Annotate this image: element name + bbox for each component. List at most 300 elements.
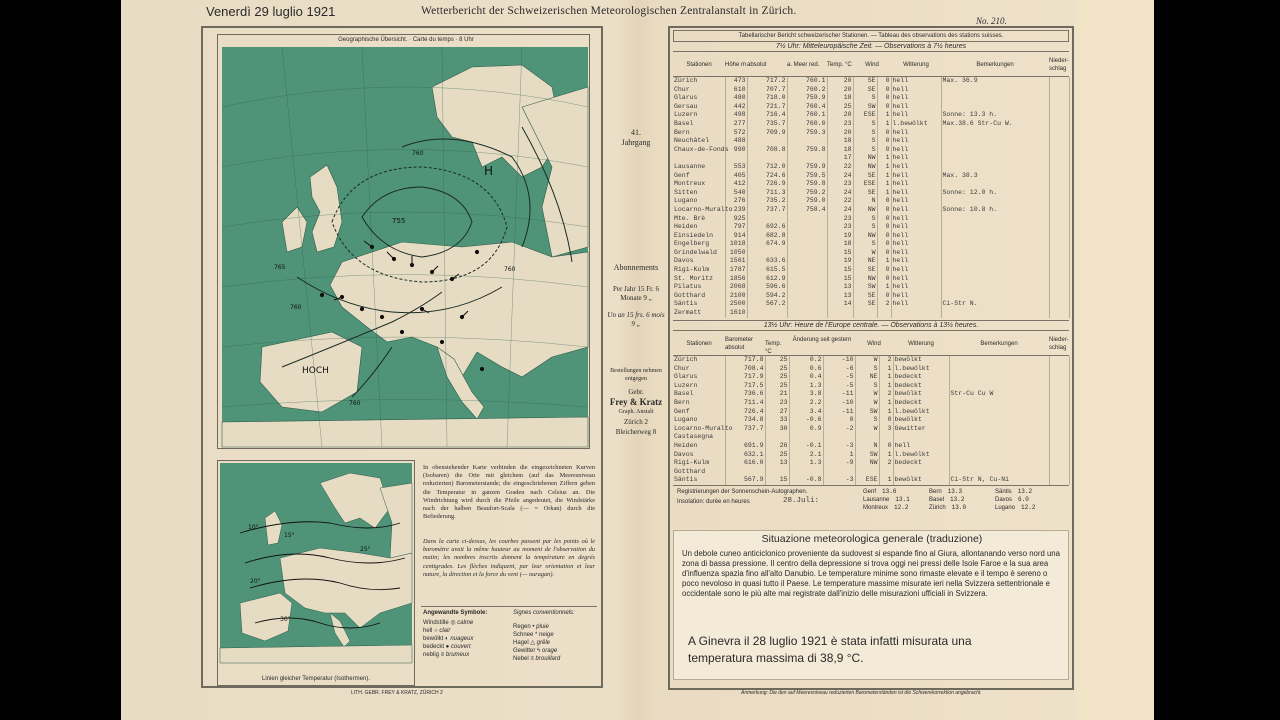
table-cell xyxy=(1049,275,1069,284)
table-cell xyxy=(1049,309,1069,318)
map-description-de: In obenstehender Karte verbinden die eingezeichneten Kurven (Isobaren) die Orte mit gleichem (auf das Meeresniveau reduzierten) Barometerstande; die eingeschriebenen Ziffern geben die Temperatur in ganzen Graden nach Celsius an. Die Windrichtung wird durch die Pfeile angedeutet, die Windstärke nach der halben Beaufort-Scala (— = Orkan) durch die Befiederung. xyxy=(423,464,595,521)
newspaper-page xyxy=(121,0,1154,720)
iso-label-30: 30° xyxy=(280,616,291,623)
table-cell: 1 xyxy=(877,172,891,181)
table-cell: NW xyxy=(853,275,877,284)
iso-label-10: 10° xyxy=(248,524,259,531)
table-cell: Säntis xyxy=(673,300,725,309)
table-cell xyxy=(941,240,1049,249)
table-cell: 1 xyxy=(823,451,855,460)
table-cell: Zürich xyxy=(673,77,725,86)
table-cell: 759.5 xyxy=(787,172,827,181)
table-cell: SW xyxy=(853,283,877,292)
year-number: 41. xyxy=(631,128,641,137)
table-cell: 18 xyxy=(827,240,853,249)
table-cell xyxy=(765,433,789,442)
table-cell: ESE xyxy=(853,111,877,120)
table-cell: Heiden xyxy=(673,442,725,451)
table-cell: 1 xyxy=(877,189,891,198)
table-cell: 553 xyxy=(725,163,747,172)
table-cell: 737.7 xyxy=(725,425,765,434)
hoch-label: HOCH xyxy=(302,366,329,376)
table-cell: SE xyxy=(853,77,877,86)
table-cell: 25 xyxy=(765,382,789,391)
africa-land xyxy=(222,417,588,447)
order-text: Bestellungen nehmen entgegen xyxy=(610,368,662,382)
table-cell xyxy=(787,309,827,318)
table-cell: 797 xyxy=(725,223,747,232)
table-cell: 760.2 xyxy=(787,86,827,95)
table-cell: 18 xyxy=(827,94,853,103)
table-cell: 17 xyxy=(827,154,853,163)
table-cell xyxy=(725,433,765,442)
table-row xyxy=(673,103,1069,112)
table-cell xyxy=(1049,433,1069,442)
iso-label-15: 15° xyxy=(284,532,295,539)
report-title: Wetterbericht der Schweizerischen Meteorologischen Zentralanstalt in Zürich. xyxy=(421,5,797,17)
table-cell: SE xyxy=(853,86,877,95)
table-cell: N xyxy=(855,442,879,451)
table-cell: 25 xyxy=(827,103,853,112)
table-cell: Montreux xyxy=(673,180,725,189)
table-cell: -11 xyxy=(823,408,855,417)
table1-title: Tabellarischer Bericht schweizerischer Stationen. — Tableau des observations des stations suisses. xyxy=(673,30,1069,42)
table-cell: 0 xyxy=(877,292,891,301)
table-cell: hell xyxy=(891,283,941,292)
table-cell: 0.9 xyxy=(789,425,823,434)
table-cell: -10 xyxy=(823,399,855,408)
table-cell: -3 xyxy=(823,442,855,451)
table-row xyxy=(673,206,1069,215)
table-cell: Neuchâtel xyxy=(673,137,725,146)
table-cell: 759.8 xyxy=(787,146,827,155)
table-cell: 717.9 xyxy=(725,373,765,382)
table-cell xyxy=(941,292,1049,301)
table-cell: Rigi-Kulm xyxy=(673,266,725,275)
table-cell xyxy=(787,137,827,146)
table-cell xyxy=(787,275,827,284)
table-cell xyxy=(827,309,853,318)
table-cell: 615.5 xyxy=(747,266,787,275)
table-cell xyxy=(941,180,1049,189)
table-cell: 0 xyxy=(877,223,891,232)
table-cell xyxy=(1049,425,1069,434)
table-row xyxy=(673,154,1069,163)
main-map-frame xyxy=(217,34,590,449)
table-cell xyxy=(1049,373,1069,382)
table-cell xyxy=(949,356,1049,365)
table2-header: Stationen Barometer absolut Temp. °C Änderung seit gestern Wind Witterung Bemerkungen Nieder-schlag xyxy=(673,330,1069,356)
table-cell: 0 xyxy=(877,275,891,284)
table-cell: -5 xyxy=(823,373,855,382)
table-row xyxy=(673,433,1069,442)
isobar-label-3: 760 xyxy=(504,266,516,273)
table-cell: Glarus xyxy=(673,94,725,103)
high-pressure-label: H xyxy=(484,164,494,178)
table-cell xyxy=(949,459,1049,468)
table-cell: 717.2 xyxy=(747,77,787,86)
table-row xyxy=(673,459,1069,468)
table-cell xyxy=(789,433,823,442)
iso-label-20: 20° xyxy=(250,578,261,585)
table-cell: 15 xyxy=(827,266,853,275)
table-cell: 2.1 xyxy=(789,451,823,460)
table-cell: 1 xyxy=(879,373,893,382)
table-cell xyxy=(1049,257,1069,266)
table-cell: S xyxy=(855,416,879,425)
table-cell xyxy=(949,399,1049,408)
table-cell: 759.9 xyxy=(787,163,827,172)
table-cell: 25 xyxy=(765,451,789,460)
table-cell xyxy=(787,300,827,309)
table-cell: hell xyxy=(891,249,941,258)
table-cell: 27 xyxy=(765,408,789,417)
table-cell xyxy=(949,468,1049,477)
table-cell xyxy=(891,309,941,318)
table-cell: 760.0 xyxy=(787,120,827,129)
table-cell xyxy=(1049,129,1069,138)
sunshine-entry: Basel 13.2 xyxy=(929,495,965,503)
table-cell: Davos xyxy=(673,451,725,460)
table-cell: 1 xyxy=(879,365,893,374)
table-cell xyxy=(1049,476,1069,485)
table-cell xyxy=(941,275,1049,284)
table-cell: 567.2 xyxy=(747,300,787,309)
table-cell xyxy=(1049,459,1069,468)
table-cell: hell xyxy=(891,154,941,163)
table-cell xyxy=(1049,240,1069,249)
table-cell: 473 xyxy=(725,77,747,86)
issue-number: No. 210. xyxy=(976,16,1007,26)
table-cell: hell xyxy=(891,215,941,224)
table-cell: 276 xyxy=(725,197,747,206)
table-cell: 726.4 xyxy=(725,408,765,417)
table-cell: 3 xyxy=(879,425,893,434)
table-cell: 15 xyxy=(827,275,853,284)
table-cell: 0 xyxy=(877,94,891,103)
table-cell: 572 xyxy=(725,129,747,138)
table-cell: 674.9 xyxy=(747,240,787,249)
iso-label-25: 25° xyxy=(360,546,371,553)
table-cell: 759.9 xyxy=(787,94,827,103)
table-cell: Glarus xyxy=(673,373,725,382)
table-cell xyxy=(941,197,1049,206)
table-cell: hell xyxy=(891,163,941,172)
table-cell: Basel xyxy=(673,120,725,129)
table-cell: S xyxy=(855,365,879,374)
table-cell: Pilatus xyxy=(673,283,725,292)
table-cell: 0 xyxy=(877,249,891,258)
table-cell xyxy=(877,309,891,318)
table-cell xyxy=(1049,399,1069,408)
table-cell xyxy=(765,468,789,477)
main-map-title: Geographische Übersicht. · Carte du temps · 8 Uhr xyxy=(338,37,474,43)
table-cell: 712.0 xyxy=(747,163,787,172)
table-cell: 488 xyxy=(725,137,747,146)
table-cell: Genf xyxy=(673,408,725,417)
table-cell: Heiden xyxy=(673,223,725,232)
table-cell: Genf xyxy=(673,172,725,181)
table-cell: 1 xyxy=(879,382,893,391)
isobar-label-5: 760 xyxy=(290,304,302,311)
table-cell: bewölkt xyxy=(893,416,949,425)
table-cell: NE xyxy=(855,373,879,382)
table-row xyxy=(673,382,1069,391)
table-cell: Sitten xyxy=(673,189,725,198)
table-cell: 708.8 xyxy=(747,146,787,155)
table-cell xyxy=(787,154,827,163)
table-cell: 239 xyxy=(725,206,747,215)
table-cell: 3.4 xyxy=(789,408,823,417)
table-cell: hell xyxy=(891,103,941,112)
table-cell: Lausanne xyxy=(673,163,725,172)
table-cell: 18 xyxy=(827,146,853,155)
sunshine-entry: Genf 13.6 xyxy=(863,487,897,495)
table-cell: S xyxy=(853,146,877,155)
table-cell xyxy=(879,468,893,477)
table-cell xyxy=(941,309,1049,318)
table-cell: 711.4 xyxy=(725,399,765,408)
table-cell: 718.0 xyxy=(747,94,787,103)
table-cell: 277 xyxy=(725,120,747,129)
table-cell xyxy=(673,154,725,163)
table-cell: 25 xyxy=(765,356,789,365)
table-cell: 633.6 xyxy=(747,257,787,266)
table-cell: 760.4 xyxy=(787,103,827,112)
table-cell: Luzern xyxy=(673,382,725,391)
table-cell: Max. 36.9 xyxy=(941,77,1049,86)
sunshine-box xyxy=(673,485,1069,515)
table-cell: SE xyxy=(853,189,877,198)
table-cell xyxy=(1049,180,1069,189)
table-cell xyxy=(1049,103,1069,112)
table-cell: S xyxy=(855,382,879,391)
table-cell: hell xyxy=(891,180,941,189)
table-cell: S xyxy=(853,137,877,146)
table1 xyxy=(673,30,1069,318)
table-cell: 19 xyxy=(827,232,853,241)
table-cell: 709.9 xyxy=(747,129,787,138)
table-cell: hell xyxy=(891,240,941,249)
table-cell xyxy=(1049,300,1069,309)
table-cell xyxy=(787,240,827,249)
sunshine-entry: Zürich 13.0 xyxy=(929,503,967,511)
table-row xyxy=(673,416,1069,425)
table-cell: 717.5 xyxy=(725,382,765,391)
table-cell: 23 xyxy=(765,399,789,408)
table-cell: Säntis xyxy=(673,476,725,485)
table-cell: 0 xyxy=(877,266,891,275)
main-map xyxy=(222,47,588,447)
table-cell: -0.6 xyxy=(789,416,823,425)
sunshine-title: Registrierungen der Sonnenschein-Autographen. xyxy=(677,488,808,495)
abo-fr: Un an 15 frs. 6 mois 9 „ xyxy=(607,311,665,328)
table-cell xyxy=(1049,163,1069,172)
table-cell: 22 xyxy=(827,163,853,172)
table-cell: 0.6 xyxy=(789,365,823,374)
table-cell: W xyxy=(855,356,879,365)
printer-footer: LITH. GEBR. FREY & KRATZ, ZÜRICH 2 xyxy=(351,690,443,696)
table-cell: Gotthard xyxy=(673,292,725,301)
footnote: Anmerkung: Die den auf Meeresniveau reduzierten Barometerständen ist die Schwerekorrektion angebracht. xyxy=(741,690,982,696)
table-cell: l.bewölkt xyxy=(893,451,949,460)
table-row xyxy=(673,120,1069,129)
table-cell: 1 xyxy=(879,451,893,460)
table-cell: hell xyxy=(893,442,949,451)
table-cell: 2068 xyxy=(725,283,747,292)
table-cell xyxy=(1049,266,1069,275)
table-cell: hell xyxy=(891,137,941,146)
table-cell: Basel xyxy=(673,390,725,399)
table-cell: l.bewölkt xyxy=(893,365,949,374)
table-cell: 1050 xyxy=(725,249,747,258)
table-cell: -3 xyxy=(823,476,855,485)
table-cell: 734.8 xyxy=(725,416,765,425)
table-cell: hell xyxy=(891,111,941,120)
table-cell xyxy=(941,215,1049,224)
table-row xyxy=(673,476,1069,485)
table-cell: 2 xyxy=(877,300,891,309)
table-cell: W xyxy=(853,249,877,258)
table-cell: hell xyxy=(891,300,941,309)
table-cell: Gewitter xyxy=(893,425,949,434)
table-cell: 20 xyxy=(827,86,853,95)
table-cell: hell xyxy=(891,77,941,86)
table-cell xyxy=(1049,94,1069,103)
table-cell xyxy=(893,433,949,442)
table-cell: -2 xyxy=(823,425,855,434)
table-cell xyxy=(789,468,823,477)
table-cell xyxy=(1049,215,1069,224)
table-cell xyxy=(949,365,1049,374)
table-cell: 760.1 xyxy=(787,77,827,86)
table-cell: 19 xyxy=(827,257,853,266)
table-cell: 914 xyxy=(725,232,747,241)
table-cell xyxy=(941,94,1049,103)
table-row xyxy=(673,300,1069,309)
table-cell: 13 xyxy=(827,283,853,292)
table-cell: ESE xyxy=(853,180,877,189)
table2-subtitle: 13½ Uhr: Heure de l'Europe centrale. — Observations à 13½ heures. xyxy=(673,320,1069,330)
table-cell: -5 xyxy=(823,382,855,391)
isobar-label-1: 760 xyxy=(412,150,424,157)
table-cell: 759.2 xyxy=(787,189,827,198)
isotherm-title: Linien gleicher Temperatur (Isothermen). xyxy=(262,676,370,682)
table-cell: 0 xyxy=(877,86,891,95)
table-row xyxy=(673,86,1069,95)
table-cell xyxy=(941,232,1049,241)
table-cell: 1 xyxy=(877,154,891,163)
table-cell xyxy=(941,154,1049,163)
table-cell: bedeckt xyxy=(893,373,949,382)
table-cell: bedeckt xyxy=(893,399,949,408)
table-cell xyxy=(787,249,827,258)
table-cell: 20 xyxy=(827,77,853,86)
table-cell: hell xyxy=(891,146,941,155)
table-cell xyxy=(949,382,1049,391)
table-cell: Sonne: 10.8 h. xyxy=(941,206,1049,215)
table-cell: Gersau xyxy=(673,103,725,112)
table-cell xyxy=(949,425,1049,434)
table-cell: 33 xyxy=(765,416,789,425)
table-row xyxy=(673,223,1069,232)
table-cell: 13 xyxy=(765,459,789,468)
table-cell: 616.0 xyxy=(725,459,765,468)
table-cell: NW xyxy=(855,459,879,468)
table-cell: 442 xyxy=(725,103,747,112)
table-cell: hell xyxy=(891,292,941,301)
publisher-sub: Graph. Anstalt xyxy=(618,409,654,415)
table-cell: bewölkt xyxy=(893,476,949,485)
table-row xyxy=(673,266,1069,275)
table-cell: Bern xyxy=(673,399,725,408)
table-row xyxy=(673,146,1069,155)
table-cell xyxy=(1049,382,1069,391)
table-cell: 26 xyxy=(765,442,789,451)
table-cell: hell xyxy=(891,129,941,138)
table-cell xyxy=(949,442,1049,451)
sunshine-entry: Säntis 13.2 xyxy=(995,487,1033,495)
table-cell: Zermatt xyxy=(673,309,725,318)
table-cell: 2.2 xyxy=(789,399,823,408)
table-cell: SE xyxy=(853,172,877,181)
table-cell xyxy=(747,309,787,318)
table-cell: hell xyxy=(891,232,941,241)
table-cell xyxy=(949,433,1049,442)
table-row xyxy=(673,425,1069,434)
table-cell: W xyxy=(855,390,879,399)
table-cell xyxy=(941,283,1049,292)
table-cell xyxy=(1049,408,1069,417)
table-cell: 596.6 xyxy=(747,283,787,292)
table-cell xyxy=(941,146,1049,155)
table-row xyxy=(673,129,1069,138)
table-cell: -6 xyxy=(823,365,855,374)
sunshine-date: 28.Juli: xyxy=(783,496,820,505)
table-cell: 759.8 xyxy=(787,180,827,189)
table-cell: NW xyxy=(853,163,877,172)
table-cell: NE xyxy=(853,257,877,266)
table-cell: SE xyxy=(853,292,877,301)
table-cell: 3.8 xyxy=(789,390,823,399)
table-cell: 0 xyxy=(877,197,891,206)
table-cell: S xyxy=(853,120,877,129)
year-label: Jahrgang xyxy=(621,138,651,147)
table-cell: Gotthard xyxy=(673,468,725,477)
table-cell: 0.4 xyxy=(789,373,823,382)
table-cell: 1 xyxy=(879,408,893,417)
table-cell xyxy=(1049,86,1069,95)
table-cell: hell xyxy=(891,266,941,275)
table-cell: Luzern xyxy=(673,111,725,120)
table-cell: 24 xyxy=(827,206,853,215)
table-cell: 2100 xyxy=(725,292,747,301)
isobar-label-2: 755 xyxy=(392,217,406,225)
table-row xyxy=(673,373,1069,382)
table-row xyxy=(673,163,1069,172)
table-cell: Max.38.6 Str-Cu W. xyxy=(941,120,1049,129)
table-cell: 717.8 xyxy=(725,356,765,365)
table-cell: hell xyxy=(891,94,941,103)
table-cell: 760.1 xyxy=(787,111,827,120)
table-cell: Einsiedeln xyxy=(673,232,725,241)
table-cell: 21 xyxy=(765,390,789,399)
table-cell: 23 xyxy=(827,215,853,224)
table-cell xyxy=(823,433,855,442)
table-row xyxy=(673,172,1069,181)
table-cell xyxy=(1049,365,1069,374)
publisher-name: Frey & Kratz xyxy=(609,397,663,407)
